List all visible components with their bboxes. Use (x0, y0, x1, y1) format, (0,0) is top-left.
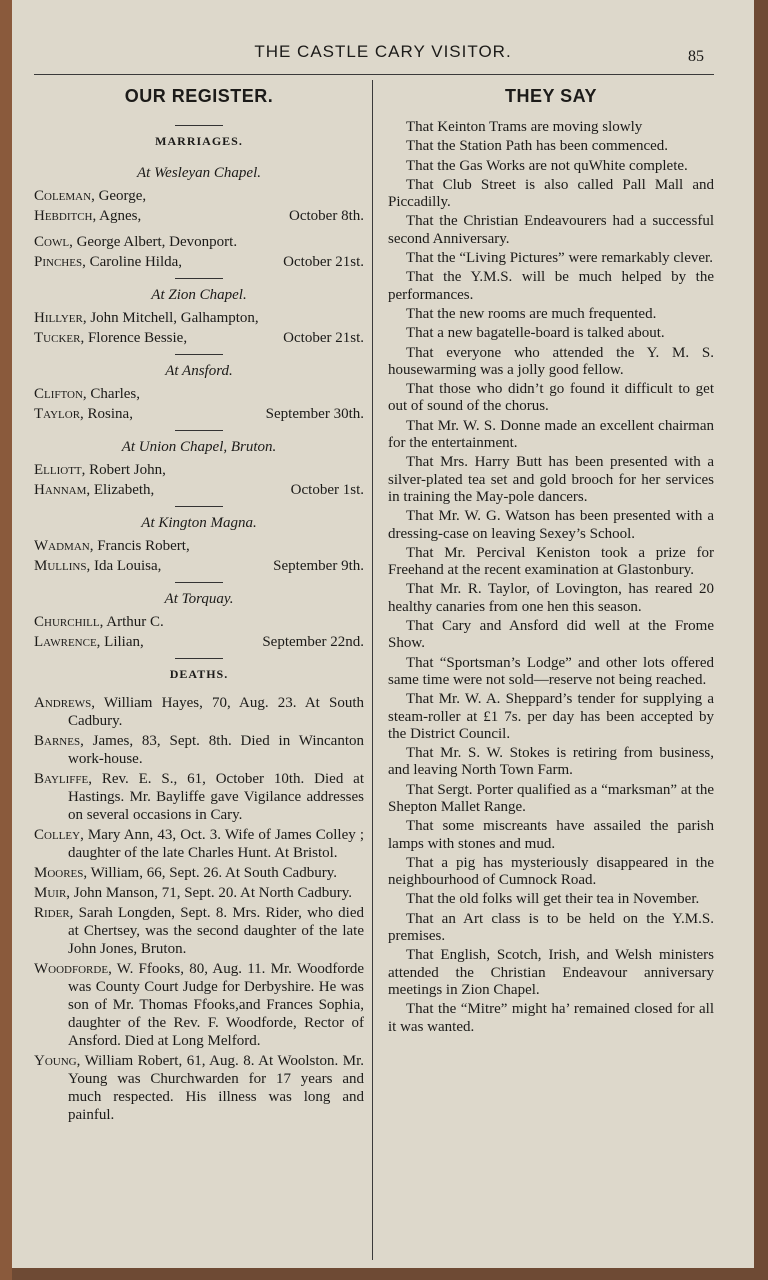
they-say-item: That Mr. S. W. Stokes is retiring from business, and leaving North Town Farm. (388, 745, 714, 779)
entry-line (34, 460, 364, 480)
death-details: , Rev. E. S., 61, October 10th. Died at Hastings. Mr. Bayliffe gave Vigilance addresses on several occasions in Cary. (68, 771, 364, 823)
they-say-item: That some miscreants have assailed the parish lamps with stones and mud. (388, 818, 714, 852)
bride-forenames: , Caroline Hilda, (82, 254, 183, 270)
entry-line (34, 384, 364, 404)
they-say-item: That Mr. Percival Keniston took a prize for Freehand at the recent examination at Glastonbury. (388, 544, 714, 579)
deceased-surname: Young (34, 1053, 77, 1069)
death-details: , James, 83, Sept. 8th. Died in Wincanton work-house. (68, 733, 364, 767)
deceased-surname: Bayliffe (34, 771, 89, 787)
they-say-item: That Club Street is also called Pall Mall and Piccadilly. (388, 176, 714, 211)
deceased-surname: Moores (34, 865, 84, 881)
marriage-entry (34, 186, 364, 226)
groom (34, 536, 190, 556)
divider (175, 278, 223, 279)
they-say-item: That the old folks will get their tea in November. (406, 891, 700, 908)
bride-surname: Mullins (34, 558, 87, 574)
column-divider (372, 80, 373, 1260)
death-details: , W. Ffooks, 80, Aug. 11. Mr. Woodforde was County Court Judge for Derbyshire. He was son of Mr. Thomas Ffooks,and Frances Sophia, daughter of the Rev. F. Woodforde, Rector of Ansford. Died at Long Melford. (68, 961, 364, 1049)
divider (175, 430, 223, 431)
groom (34, 612, 164, 632)
marriage-entry (34, 460, 364, 500)
they-say-item: That Cary and Ansford did well at the Frome Show. (388, 618, 714, 652)
they-say-item: That Mr. W. G. Watson has been presented with a dressing-case on leaving Sexey’s School. (388, 508, 714, 542)
bride-surname: Pinches (34, 254, 83, 270)
they-say-item: That Keinton Trams are moving slowly (406, 119, 643, 135)
deceased-surname: Woodforde (34, 961, 109, 977)
entry-line (34, 556, 364, 576)
marriage-entry (34, 384, 364, 424)
marriage-date: October 1st. (290, 482, 364, 498)
death-entry (34, 884, 364, 902)
entry-line (34, 480, 364, 500)
groom-forenames: , Charles, (82, 386, 140, 402)
divider (175, 582, 223, 583)
bride-forenames: , Elizabeth, (86, 482, 155, 498)
marriage-entry (34, 536, 364, 576)
they-say-item: That the new rooms are much frequented. (406, 305, 657, 322)
groom (34, 460, 166, 480)
they-say-item: That a pig has mysteriously disappeared in the neighbourhood of Cumnock Road. (388, 854, 714, 889)
bride-forenames: , Florence Bessie, (80, 330, 188, 346)
marriage-venue: At Wesleyan Chapel. (136, 165, 261, 181)
marriage-entry (34, 612, 364, 652)
marriage-date: September 22nd. (262, 634, 364, 650)
divider (175, 506, 223, 507)
entry-line (34, 186, 364, 206)
they-say-item: That Mrs. Harry Butt has been presented with a silver-plated tea set and gold brooch for her services in training the May-pole dancers. (388, 454, 714, 505)
groom-forenames: , George, (91, 188, 147, 204)
they-say-item: That the Station Path has been commenced. (406, 138, 669, 155)
marriage-date: September 9th. (273, 558, 364, 574)
marriage-date: October 21st. (283, 330, 364, 346)
bride-surname: Hannam (34, 482, 87, 498)
they-say-item: That the “Mitre” might ha’ remained closed for all it was wanted. (388, 1001, 714, 1035)
they-say-item: That Mr. R. Taylor, of Lovington, has reared 20 healthy canaries from one hen this season. (388, 581, 714, 615)
bride-surname: Taylor (34, 406, 81, 422)
they-say-item: That the Gas Works are not quWhite complete. (406, 157, 688, 174)
they-say-item: That the “Living Pictures” were remarkably clever. (406, 250, 713, 267)
bride (34, 328, 187, 348)
groom-surname: Clifton (34, 386, 83, 402)
deceased-surname: Andrews (34, 695, 92, 711)
bride-forenames: , Lilian, (96, 634, 144, 650)
groom-surname: Cowl (34, 234, 70, 250)
marriage-date: September 30th. (265, 406, 364, 422)
death-entry (34, 1052, 364, 1124)
entry-line (34, 252, 364, 272)
they-say-item: That the Christian Endeavourers had a successful second Anniversary. (388, 213, 714, 247)
bride-forenames: , Rosina, (80, 406, 133, 422)
they-say-item: That Mr. W. S. Donne made an excellent chairman for the entertainment. (388, 417, 714, 452)
marriage-venue: At Union Chapel, Bruton. (121, 439, 277, 455)
death-entry (34, 864, 364, 882)
death-entry (34, 826, 364, 862)
divider (175, 125, 223, 126)
groom-surname: Coleman (34, 188, 92, 204)
deaths-list (34, 694, 364, 1124)
they-say-title: THEY SAY (504, 86, 598, 106)
divider (175, 658, 223, 659)
death-details: , Mary Ann, 43, Oct. 3. Wife of James Colley ; daughter of the late Charles Hunt. At Bristol. (68, 827, 364, 861)
they-say-item: That a new bagatelle-board is talked about. (406, 325, 665, 342)
groom-surname: Hillyer (34, 310, 83, 326)
they-say-column (388, 86, 714, 1038)
bride (34, 404, 133, 424)
death-entry (34, 960, 364, 1050)
they-say-list (388, 119, 714, 1036)
bride (34, 480, 154, 500)
marriages-heading: MARRIAGES. (155, 134, 243, 148)
groom-surname: Elliott (34, 462, 82, 478)
bride (34, 252, 182, 272)
marriage-venue: At Torquay. (164, 591, 234, 607)
page-number: 85 (688, 48, 704, 65)
book-edge (0, 0, 12, 1280)
bride (34, 206, 141, 226)
they-say-item: That Sergt. Porter qualified as a “marksman” at the Shepton Mallet Range. (388, 781, 714, 815)
groom-forenames: , George Albert, Devonport. (69, 234, 238, 250)
marriage-date: October 21st. (283, 254, 364, 270)
groom-surname: Churchill (34, 614, 100, 630)
bride-forenames: , Agnes, (92, 208, 142, 224)
groom (34, 232, 237, 252)
bride-surname: Hebditch (34, 208, 93, 224)
entry-line (34, 632, 364, 652)
death-details: , William Robert, 61, Aug. 8. At Woolston. Mr. Young was Churchwarden for 17 years and much respected. His illness was long and painful. (68, 1053, 364, 1123)
marriage-entry (34, 308, 364, 348)
running-header: THE CASTLE CARY VISITOR. (254, 42, 512, 61)
death-details: , John Manson, 71, Sept. 20. At North Cadbury. (66, 885, 352, 901)
they-say-item: That an Art class is to be held on the Y.M.S. premises. (388, 910, 714, 945)
entry-line (34, 612, 364, 632)
divider (175, 354, 223, 355)
bride (34, 632, 144, 652)
entry-line (34, 308, 364, 328)
entry-line (34, 232, 364, 252)
bride-forenames: , Ida Louisa, (86, 558, 162, 574)
they-say-item: That the Y.M.S. will be much helped by the performances. (388, 269, 714, 303)
death-details: , Sarah Longden, Sept. 8. Mrs. Rider, who died at Chertsey, was the second daughter of the late John Jones, Bruton. (68, 905, 364, 957)
groom-forenames: , Francis Robert, (89, 538, 190, 554)
death-entry (34, 770, 364, 824)
death-details: , William, 66, Sept. 26. At South Cadbury. (83, 865, 337, 881)
groom (34, 308, 259, 328)
groom-forenames: , Arthur C. (99, 614, 164, 630)
marriage-venue: At Ansford. (165, 363, 233, 379)
entry-line (34, 536, 364, 556)
death-entry (34, 732, 364, 768)
they-say-item: That “Sportsman’s Lodge” and other lots offered same time were not sold—reserve not being reached. (388, 654, 714, 688)
they-say-item: That English, Scotch, Irish, and Welsh ministers attended the Christian Endeavour anniversary meetings in Zion Chapel. (388, 947, 714, 998)
entry-line (34, 404, 364, 424)
marriage-entry (34, 232, 364, 272)
deceased-surname: Rider (34, 905, 70, 921)
they-say-item: That Mr. W. A. Sheppard’s tender for supplying a steam-roller at £1 7s. per day has been accepted by the District Council. (388, 691, 714, 742)
entry-line (34, 206, 364, 226)
page (12, 0, 754, 1268)
groom (34, 186, 146, 206)
death-details: , William Hayes, 70, Aug. 23. At South Cadbury. (68, 695, 364, 729)
deceased-surname: Muir (34, 885, 67, 901)
register-title: OUR REGISTER. (124, 86, 274, 106)
bride (34, 556, 161, 576)
death-entry (34, 694, 364, 730)
they-say-item: That everyone who attended the Y. M. S. housewarming was a jolly good fellow. (388, 344, 714, 378)
death-entry (34, 904, 364, 958)
register-column (34, 86, 364, 1126)
marriage-venue: At Zion Chapel. (151, 287, 247, 303)
groom-surname: Wadman (34, 538, 90, 554)
marriages-list (34, 165, 364, 652)
bride-surname: Lawrence (34, 634, 97, 650)
groom (34, 384, 140, 404)
groom-forenames: , John Mitchell, Galhampton, (82, 310, 259, 326)
marriage-date: October 8th. (289, 208, 364, 224)
deceased-surname: Barnes (34, 733, 81, 749)
groom-forenames: , Robert John, (81, 462, 166, 478)
deaths-heading: DEATHS. (169, 667, 229, 681)
entry-line (34, 328, 364, 348)
bride-surname: Tucker (34, 330, 81, 346)
header-rule (34, 74, 714, 75)
they-say-item: That those who didn’t go found it difficult to get out of sound of the chorus. (388, 381, 714, 415)
deceased-surname: Colley (34, 827, 81, 843)
marriage-venue: At Kington Magna. (141, 515, 257, 531)
